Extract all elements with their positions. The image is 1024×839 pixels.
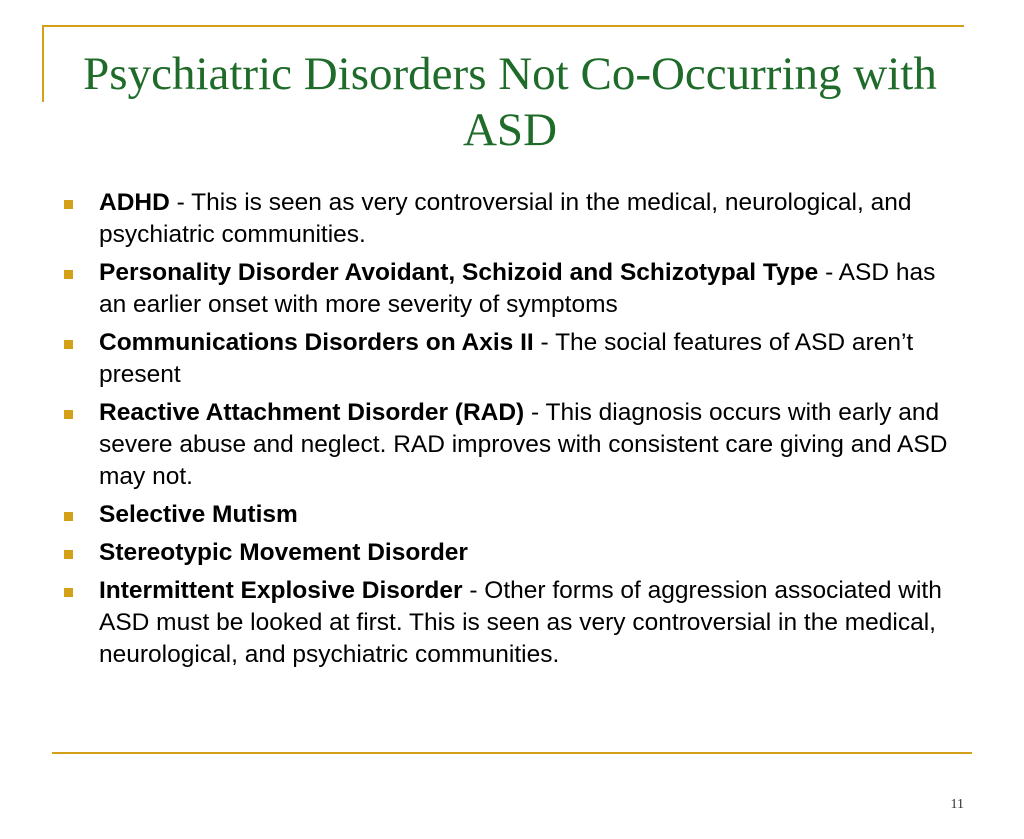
bullet-term: Communications Disorders on Axis II [99, 329, 534, 356]
bullet-term: ADHD [99, 189, 170, 216]
footer-rule [52, 752, 972, 754]
bullet-term: Selective Mutism [99, 501, 298, 528]
bullet-term: Intermittent Explosive Disorder [99, 577, 463, 604]
bullet-term: Personality Disorder Avoidant, Schizoid and Schizotypal Type [99, 259, 819, 286]
square-bullet-icon [64, 200, 73, 209]
bullet-item-personality-disorder [62, 257, 962, 321]
bullet-description: - The social features of ASD aren’t present [99, 329, 914, 388]
bullet-item-communications-disorders [62, 327, 962, 391]
bullet-description: - Other forms of aggression associated with ASD must be looked at first. This is seen as very controversial in the medical, neurological, and psychiatric communities. [99, 577, 942, 668]
bullet-item-intermittent-explosive [62, 575, 962, 671]
square-bullet-icon [64, 340, 73, 349]
title-frame-top-rule [42, 25, 964, 27]
bullet-item-rad [62, 397, 962, 493]
slide-title: Psychiatric Disorders Not Co-Occurring with ASD [83, 48, 937, 156]
bullet-item-selective-mutism [62, 499, 962, 531]
bullet-item-stereotypic-movement [62, 537, 962, 569]
page-number: 11 [950, 797, 964, 812]
bullet-item-adhd [62, 187, 962, 251]
bullet-term: Stereotypic Movement Disorder [99, 539, 468, 566]
square-bullet-icon [64, 512, 73, 521]
square-bullet-icon [64, 270, 73, 279]
bullet-term: Reactive Attachment Disorder (RAD) [99, 399, 525, 426]
square-bullet-icon [64, 550, 73, 559]
title-frame-left-rule [42, 25, 44, 102]
bullet-description: - This is seen as very controversial in the medical, neurological, and psychiatric communities. [99, 189, 912, 248]
square-bullet-icon [64, 588, 73, 597]
square-bullet-icon [64, 410, 73, 419]
bullet-description: - This diagnosis occurs with early and severe abuse and neglect. RAD improves with consistent care giving and ASD may not. [99, 399, 948, 490]
bullet-list [62, 187, 962, 677]
bullet-description: - ASD has an earlier onset with more severity of symptoms [99, 259, 936, 318]
